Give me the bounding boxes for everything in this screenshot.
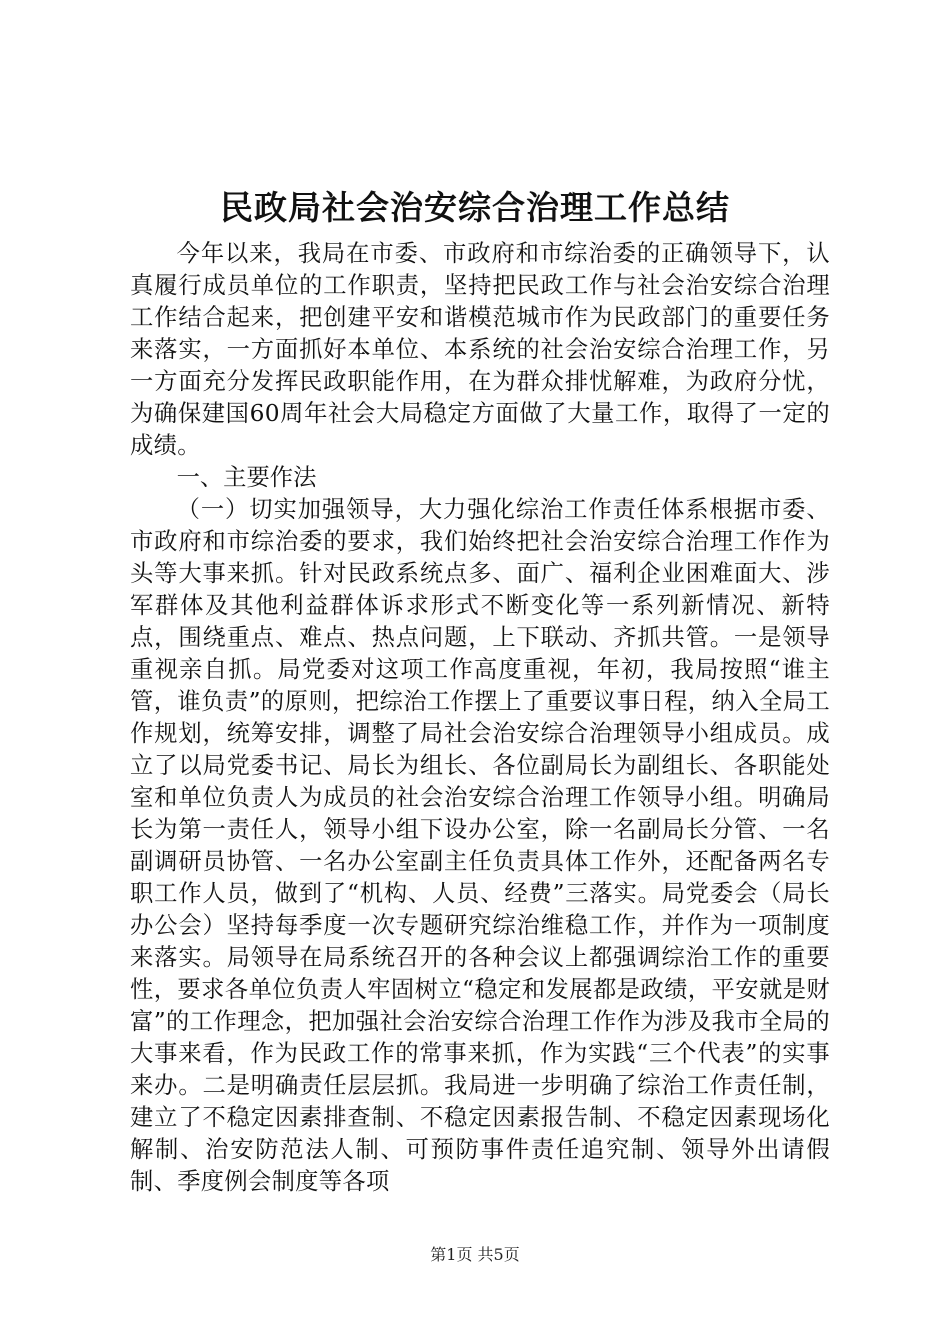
intro-paragraph: 今年以来，我局在市委、市政府和市综治委的正确领导下，认真履行成员单位的工作职责，坚持把民政工作与社会治安综合治理工作结合起来，把创建平安和谐模范城市作为民政部门的重要任务来落实，一方面抓好本单位、本系统的社会治安综合治理工作，另一方面充分发挥民政职能作用，在为群众排忧解难，为政府分忧，为确保建国60周年社会大局稳定方面做了大量工作，取得了一定的成绩。 (130, 240, 830, 459)
section-heading: 一、主要作法 (176, 464, 317, 491)
section-paragraph: （一）切实加强领导，大力强化综治工作责任体系根据市委、市政府和市综治委的要求，我们始终把社会治安综合治理工作作为头等大事来抓。针对民政系统点多、面广、福利企业困难面大、涉军群体及其他利益群体诉求形式不断变化等一系列新情况、新特点，围绕重点、难点、热点问题，上下联动、齐抓共管。一是领导重视亲自抓。局党委对这项工作高度重视，年初，我局按照“谁主管，谁负责”的原则，把综治工作摆上了重要议事日程，纳入全局工作规划，统筹安排，调整了局社会治安综合治理领导小组成员。成立了以局党委书记、局长为组长、各位副局长为副组长、各职能处室和单位负责人为成员的社会治安综合治理工作领导小组。明确局长为第一责任人，领导小组下设办公室，除一名副局长分管、一名副调研员协管、一名办公室副主任负责具体工作外，还配备两名专职工作人员，做到了“机构、人员、经费”三落实。局党委会（局长办公会）坚持每季度一次专题研究综治维稳工作，并作为一项制度来落实。局领导在局系统召开的各种会议上都强调综治工作的重要性，要求各单位负责人牢固树立“稳定和发展都是政绩，平安就是财富”的工作理念，把加强社会治安综合治理工作作为涉及我市全局的大事来看，作为民政工作的常事来抓，作为实践“三个代表”的实事来办。二是明确责任层层抓。我局进一步明确了综治工作责任制，建立了不稳定因素排查制、不稳定因素报告制、不稳定因素现场化解制、治安防范法人制、可预防事件责任追究制、领导外出请假制、季度例会制度等各项 (130, 496, 830, 1195)
document-title: 民政局社会治安综合治理工作总结 (220, 188, 730, 227)
page-footer: 第1页 共5页 (430, 1245, 520, 1264)
document-body (130, 238, 830, 1198)
